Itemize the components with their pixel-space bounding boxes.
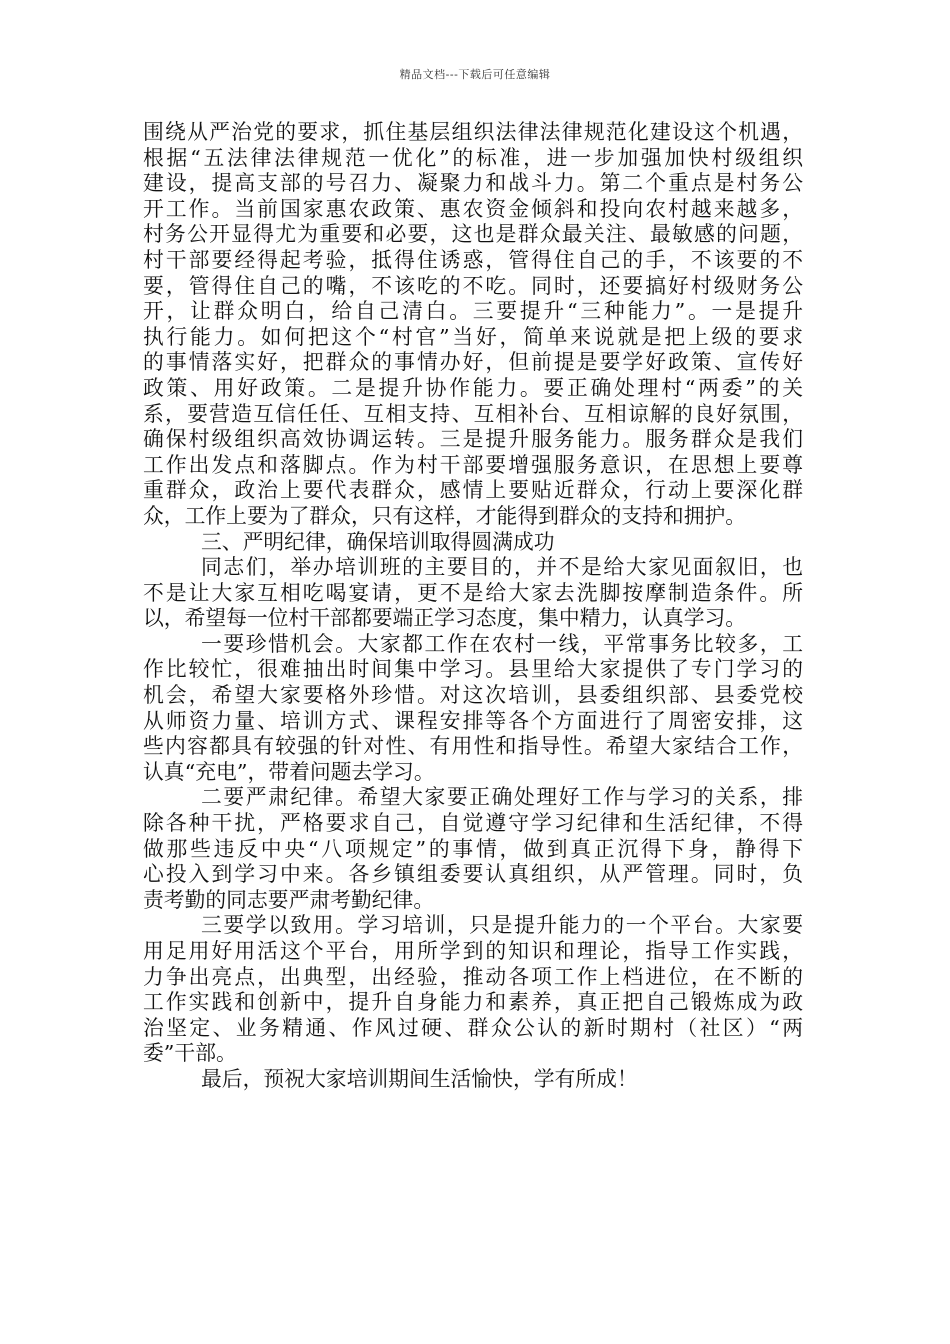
text-line: 围绕从严治党的要求，抓住基层组织法律法律规范化建设这个机遇， [143,120,803,144]
text-line: 用足用好用活这个平台，用所学到的知识和理论，指导工作实践， [143,939,803,963]
document-body [143,120,803,1093]
text-line: 工作出发点和落脚点。作为村干部要增强服务意识，在思想上要尊 [143,452,803,477]
text-line: 治坚定、业务精通、作风过硬、群众公认的新时期村（社区）“两 [143,1015,803,1040]
text-line: 以，希望每一位村干部都要端正学习态度，集中精力，认真学习。 [143,606,747,631]
text-line: 村务公开显得尤为重要和必要，这也是群众最关注、最敏感的问题， [143,222,803,247]
paragraph-first-line: 二要严肃纪律。希望大家要正确处理好工作与学习的关系，排 [201,785,803,810]
text-line: 政策、用好政策。二是提升协作能力。要正确处理村“两委”的关 [143,375,803,400]
text-line: 些内容都具有较强的针对性、有用性和指导性。希望大家结合工作， [143,734,803,759]
text-line: 作比较忙，很难抽出时间集中学习。县里给大家提供了专门学习的 [143,657,803,682]
text-line: 的事情落实好，把群众的事情办好，但前提是要学好政策、宣传好 [143,350,803,375]
text-line: 要，管得住自己的嘴，不该吃的不吃。同时，还要搞好村级财务公 [143,273,803,298]
text-line: 心投入到学习中来。各乡镇组委要认真组织，从严管理。同时，负 [143,862,803,887]
text-line: 村干部要经得起考验，抵得住诱惑，管得住自己的手，不该要的不 [143,247,803,272]
text-line: 委”干部。 [143,1041,237,1066]
text-line: 除各种干扰，严格要求自己，自觉遵守学习纪律和生活纪律，不得 [143,811,803,836]
text-line: 做那些违反中央“八项规定”的事情，做到真正沉得下身，静得下 [143,836,803,861]
text-line: 机会，希望大家要格外珍惜。对这次培训，县委组织部、县委党校 [143,683,803,708]
text-line: 不是让大家互相吃喝宴请，更不是给大家去洗脚按摩制造条件。所 [143,580,803,605]
text-line: 重群众，政治上要代表群众，感情上要贴近群众，行动上要深化群 [143,478,803,503]
text-line: 工作实践和创新中，提升自身能力和素养，真正把自己锻炼成为政 [143,990,803,1015]
paragraph-first-line: 三要学以致用。学习培训，只是提升能力的一个平台。大家要 [201,913,803,938]
closing-line: 最后，预祝大家培训期间生活愉快，学有所成！ [201,1066,638,1091]
text-line: 执行能力。如何把这个“村官”当好，简单来说就是把上级的要求 [143,324,803,349]
paragraph-first-line: 一要珍惜机会。大家都工作在农村一线，平常事务比较多，工 [201,631,803,656]
page-header-note: 精品文档---下载后可任意编辑 [399,68,551,81]
text-line: 确保村级组织高效协调运转。三是提升服务能力。服务群众是我们 [143,427,803,452]
text-line: 根据“五法律法律规范一优化”的标准，进一步加强加快村级组织 [143,145,803,170]
paragraph-first-line: 同志们，举办培训班的主要目的，并不是给大家见面叙旧，也 [201,555,803,580]
text-line: 开工作。当前国家惠农政策、惠农资金倾斜和投向农村越来越多， [143,196,803,221]
text-line: 众，工作上要为了群众，只有这样，才能得到群众的支持和拥护。 [143,503,747,528]
text-line: 开，让群众明白，给自己清白。三要提升“三种能力”。一是提升 [143,299,803,324]
section-heading: 三、严明纪律，确保培训取得圆满成功 [201,529,555,554]
text-line: 力争出亮点，出典型，出经验，推动各项工作上档进位，在不断的 [143,964,803,989]
text-line: 建设，提高支部的号召力、凝聚力和战斗力。第二个重点是村务公 [143,171,803,196]
text-line: 认真“充电”，带着问题去学习。 [143,759,435,784]
text-line: 从师资力量、培训方式、课程安排等各个方面进行了周密安排，这 [143,708,803,733]
text-line: 系，要营造互信任任、互相支持、互相补台、互相谅解的良好氛围， [143,401,803,426]
text-line: 责考勤的同志要严肃考勤纪律。 [143,887,435,912]
